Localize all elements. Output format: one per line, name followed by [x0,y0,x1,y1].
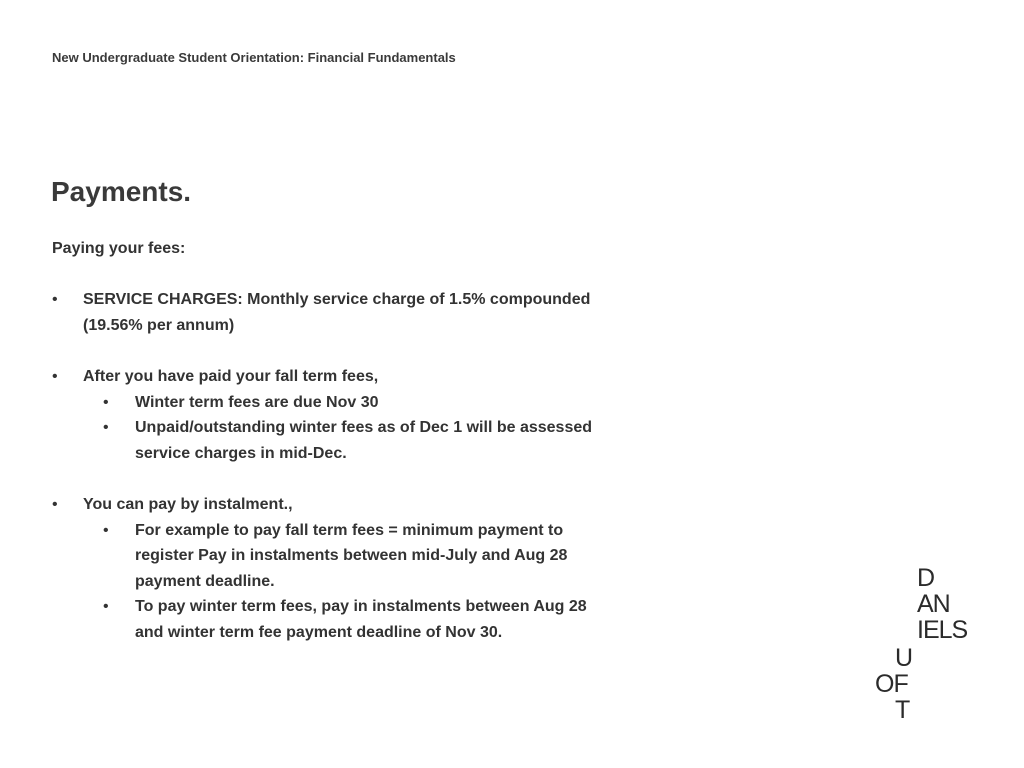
slide-title: Payments. [51,176,192,207]
logo-line-t: T [895,696,910,724]
sub-bullet-list [52,390,632,467]
bullet-item-service-charges [52,287,632,338]
sub-bullet-item [103,518,605,595]
sub-bullet-item [103,390,605,416]
bullet-item-instalment [52,492,632,518]
sub-bullet-text: For example to pay fall term fees = minimum payment to register Pay in instalments between mid-July and Aug 28 payment deadline. [135,521,568,590]
bullet-marker: • [52,495,58,513]
logo-line-of: OF [875,670,908,698]
bullet-marker: • [103,598,109,616]
bullet-marker: • [103,393,109,411]
bullet-text: You can pay by instalment., [83,495,293,513]
sub-bullet-list [52,518,632,646]
bullet-marker: • [52,367,58,385]
bullet-text: After you have paid your fall term fees, [83,367,379,385]
logo-line-u: U [895,644,913,672]
sub-bullet-text: Winter term fees are due Nov 30 [135,393,379,411]
header-title: New Undergraduate Student Orientation: Financial Fundamentals [52,50,456,65]
daniels-uoft-logo [872,565,982,725]
intro-text: Paying your fees: [52,240,186,257]
slide-content [52,236,632,646]
sub-bullet-text: To pay winter term fees, pay in instalments between Aug 28 and winter term fee payment deadline of Nov 30. [135,598,587,641]
logo-line-iels: IELS [917,616,968,644]
bullet-marker: • [52,291,58,309]
sub-bullet-item [103,594,605,645]
bullet-marker: • [103,419,109,437]
bullet-marker: • [103,521,109,539]
logo-line-d: D [917,564,935,592]
sub-bullet-text: Unpaid/outstanding winter fees as of Dec 1 will be assessed service charges in mid-Dec. [135,419,593,462]
logo-line-an: AN [917,590,950,618]
bullet-item-after-fall-fees [52,364,632,390]
bullet-text: SERVICE CHARGES: Monthly service charge of 1.5% compounded (19.56% per annum) [83,291,591,334]
sub-bullet-item [103,415,605,466]
